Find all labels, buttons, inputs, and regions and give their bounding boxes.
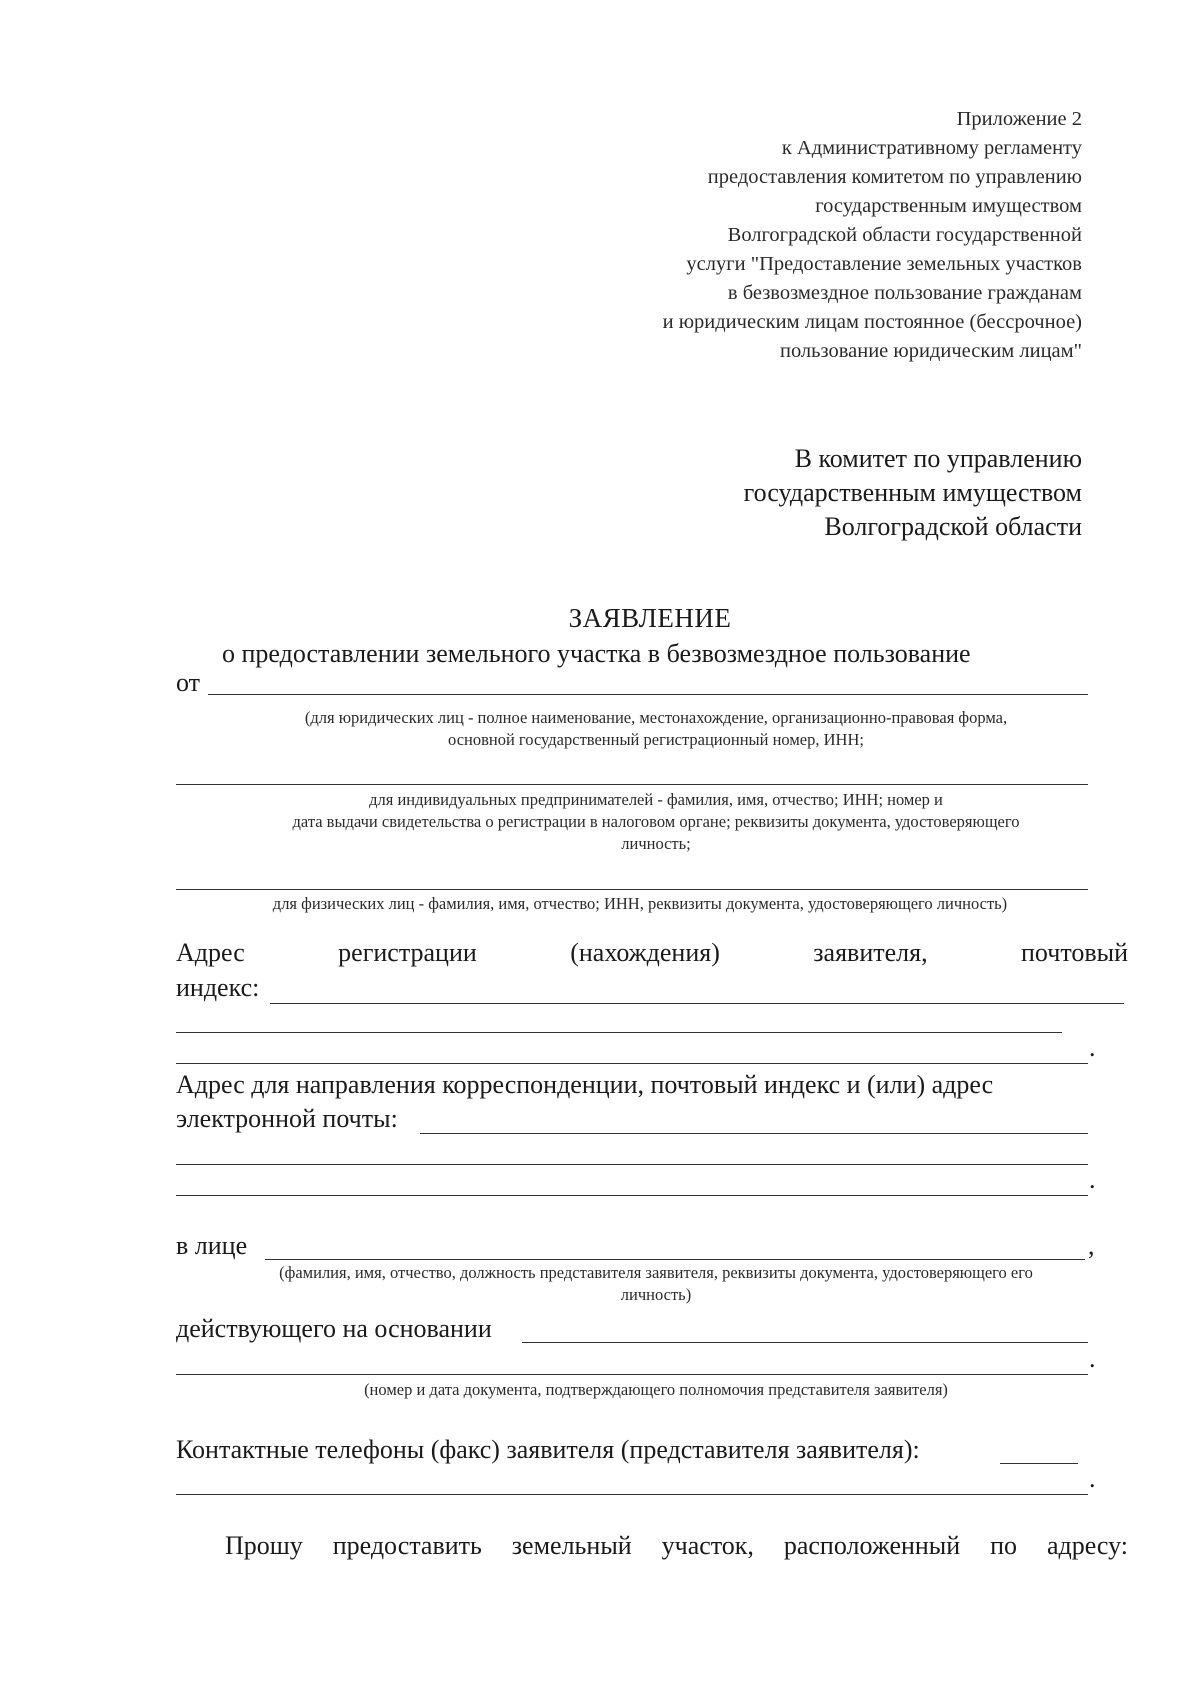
appendix-line: Волгоградской области государственной [727,224,1082,246]
request-word: адресу: [1046,1531,1128,1560]
note-rep-line: (фамилия, имя, отчество, должность представителя заявителя, реквизиты документа, удостоверяющего его [279,1263,1033,1282]
note-rep-line: личность) [620,1285,692,1304]
request-word: Прошу [225,1531,303,1560]
note-legal-entity [176,707,1136,751]
corr-address-field-3[interactable] [176,1195,1088,1196]
note-representative [176,1262,1136,1306]
addressee-line: государственным имуществом [743,478,1082,507]
applicant-name-field[interactable] [208,694,1088,695]
reg-address-field-2[interactable] [176,1032,1062,1033]
period-mark: . [1089,1165,1096,1194]
note-entrepreneur [176,789,1136,855]
document-title: ЗАЯВЛЕНИЕ [568,603,732,633]
note-ip-line: личность; [621,834,691,853]
appendix-line: пользование юридическим лицам" [779,340,1082,362]
note-document: (номер и дата документа, подтверждающего полномочия представителя заявителя) [364,1380,948,1399]
note-legal-line: (для юридических лиц - полное наименование, местонахождение, организационно-правовая форма, [304,708,1008,727]
note-individual: для физических лиц - фамилия, имя, отчество; ИНН, реквизиты документа, удостоверяющего личность) [272,894,1008,913]
note-ip-line: для индивидуальных предпринимателей - фамилия, имя, отчество; ИНН; номер и [369,790,943,809]
reg-address-field[interactable] [270,1003,1124,1004]
reg-word: регистрации [338,938,477,967]
appendix-line: к Административному регламенту [781,137,1082,159]
request-word: по [990,1531,1018,1560]
acting-basis-label: действующего на основании [176,1314,492,1343]
reg-word: заявителя, [813,938,928,967]
comma-mark: , [1088,1231,1095,1260]
appendix-header [522,105,1082,366]
request-word: земельный [511,1531,632,1560]
addressee-block [522,442,1082,544]
represented-by-label: в лице [176,1231,248,1260]
appendix-line: и юридическим лицам постоянное (бессрочное) [662,311,1082,333]
appendix-line: государственным имуществом [815,195,1082,217]
period-mark: . [1089,1344,1096,1373]
reg-address-label [176,938,1128,968]
corr-address-field[interactable] [420,1133,1088,1134]
document-subtitle: о предоставлении земельного участка в безвозмездное пользование [222,639,971,668]
addressee-line: Волгоградской области [824,512,1082,541]
appendix-line: услуги "Предоставление земельных участков [686,253,1082,275]
request-word: расположенный [783,1531,961,1560]
contacts-label: Контактные телефоны (факс) заявителя (представителя заявителя): [176,1435,920,1464]
request-paragraph [225,1531,1128,1561]
appendix-line: предоставления комитетом по управлению [707,166,1082,188]
period-mark: . [1089,1033,1096,1062]
period-mark: . [1089,1464,1096,1493]
appendix-line: в безвозмездное пользование гражданам [727,282,1082,304]
contacts-field[interactable] [1000,1463,1078,1464]
applicant-details-field[interactable] [176,784,1088,785]
reg-word: (нахождения) [570,938,720,967]
representative-field[interactable] [265,1259,1085,1260]
note-legal-line: основной государственный регистрационный номер, ИНН; [448,730,864,749]
reg-index-label: индекс: [176,973,260,1002]
contacts-field-2[interactable] [176,1494,1088,1495]
reg-word: почтовый [1021,938,1128,967]
note-ip-line: дата выдачи свидетельства о регистрации в налоговом органе; реквизиты документа, удостоверяющего [292,812,1020,831]
acting-basis-field[interactable] [522,1342,1088,1343]
appendix-line: Приложение 2 [956,108,1082,130]
corr-address-field-2[interactable] [176,1164,1088,1165]
from-label: от [176,668,201,697]
reg-address-field-3[interactable] [176,1063,1088,1064]
reg-word: Адрес [176,938,245,967]
request-word: предоставить [332,1531,482,1560]
acting-basis-field-2[interactable] [176,1374,1088,1375]
addressee-line: В комитет по управлению [794,444,1082,473]
applicant-person-field[interactable] [176,889,1088,890]
request-word: участок, [661,1531,754,1560]
corr-email-label: электронной почты: [176,1104,398,1133]
corr-address-label: Адрес для направления корреспонденции, почтовый индекс и (или) адрес [176,1070,994,1099]
